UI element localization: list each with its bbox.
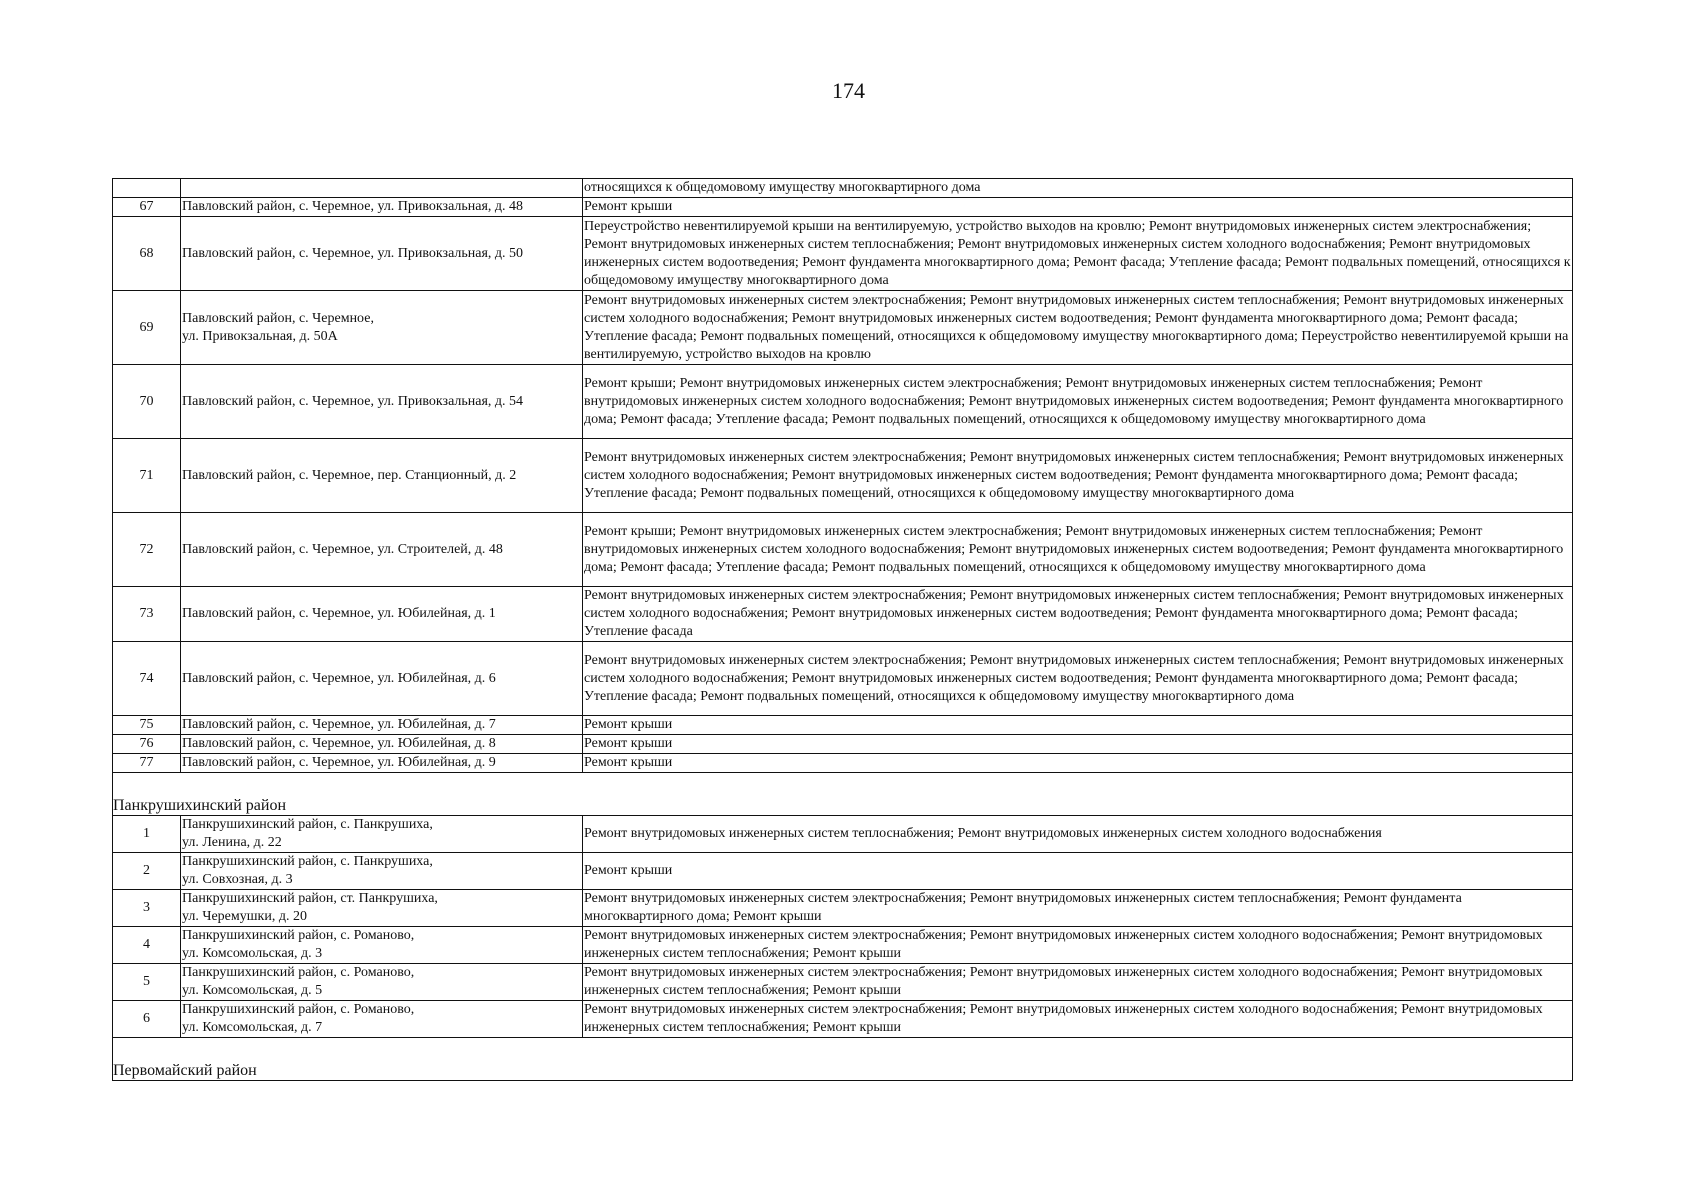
row-number: 76	[113, 735, 181, 754]
district-title: Первомайский район	[113, 1060, 1573, 1081]
row-works: Ремонт крыши	[583, 853, 1573, 890]
district-title: Панкрушихинский район	[113, 795, 1573, 816]
row-address: Павловский район, с. Черемное, ул. Привокзальная, д. 48	[181, 198, 583, 217]
district-row	[113, 1060, 1573, 1081]
row-address: Павловский район, с. Черемное, ул. Юбилейная, д. 1	[181, 587, 583, 642]
row-number	[113, 179, 181, 198]
table-row	[113, 716, 1573, 735]
row-address: Павловский район, с. Черемное, пер. Станционный, д. 2	[181, 439, 583, 513]
row-number: 2	[113, 853, 181, 890]
row-address: Павловский район, с. Черемное, ул. Привокзальная, д. 50А	[181, 291, 583, 365]
table-row	[113, 890, 1573, 927]
table-row	[113, 1001, 1573, 1038]
row-number: 71	[113, 439, 181, 513]
row-number: 1	[113, 816, 181, 853]
row-address: Павловский район, с. Черемное, ул. Юбилейная, д. 7	[181, 716, 583, 735]
row-works: Ремонт внутридомовых инженерных систем электроснабжения; Ремонт внутридомовых инженерных систем теплоснабжения; Ремонт фундамента многоквартирного дома; Ремонт крыши	[583, 890, 1573, 927]
table-row	[113, 816, 1573, 853]
row-number: 67	[113, 198, 181, 217]
row-works: Ремонт крыши	[583, 716, 1573, 735]
row-address: Панкрушихинский район, ст. Панкрушиха, ул. Черемушки, д. 20	[181, 890, 583, 927]
table-row	[113, 735, 1573, 754]
row-number: 5	[113, 964, 181, 1001]
row-works: Ремонт внутридомовых инженерных систем электроснабжения; Ремонт внутридомовых инженерных систем теплоснабжения; Ремонт внутридомовых инженерных систем холодного водоснабжения; Ремонт внутридомовых инженерных систем водоотведения; Ремонт фундамента многоквартирного дома; Ремонт фасада; Утепление фасада	[583, 587, 1573, 642]
row-number: 77	[113, 754, 181, 773]
row-number: 68	[113, 217, 181, 291]
table-row	[113, 964, 1573, 1001]
row-works: Ремонт внутридомовых инженерных систем электроснабжения; Ремонт внутридомовых инженерных систем холодного водоснабжения; Ремонт внутридомовых инженерных систем теплоснабжения; Ремонт крыши	[583, 1001, 1573, 1038]
row-works: Ремонт крыши	[583, 198, 1573, 217]
table-row	[113, 927, 1573, 964]
row-address: Панкрушихинский район, с. Романово, ул. Комсомольская, д. 5	[181, 964, 583, 1001]
row-works: Ремонт крыши	[583, 735, 1573, 754]
table-row	[113, 198, 1573, 217]
table-row	[113, 365, 1573, 439]
row-works: относящихся к общедомовому имуществу многоквартирного дома	[583, 179, 1573, 198]
row-works: Ремонт внутридомовых инженерных систем теплоснабжения; Ремонт внутридомовых инженерных систем холодного водоснабжения	[583, 816, 1573, 853]
row-number: 69	[113, 291, 181, 365]
row-address: Панкрушихинский район, с. Романово, ул. Комсомольская, д. 7	[181, 1001, 583, 1038]
row-number: 3	[113, 890, 181, 927]
row-number: 6	[113, 1001, 181, 1038]
row-address: Павловский район, с. Черемное, ул. Привокзальная, д. 54	[181, 365, 583, 439]
row-works: Ремонт внутридомовых инженерных систем электроснабжения; Ремонт внутридомовых инженерных систем теплоснабжения; Ремонт внутридомовых инженерных систем холодного водоснабжения; Ремонт внутридомовых инженерных систем водоотведения; Ремонт фундамента многоквартирного дома; Ремонт фасада; Утепление фасада; Ремонт подвальных помещений, относящихся к общедомовому имуществу многоквартирного дома	[583, 642, 1573, 716]
table-row	[113, 642, 1573, 716]
row-works: Ремонт крыши	[583, 754, 1573, 773]
table-row	[113, 513, 1573, 587]
row-works: Ремонт внутридомовых инженерных систем электроснабжения; Ремонт внутридомовых инженерных систем теплоснабжения; Ремонт внутридомовых инженерных систем холодного водоснабжения; Ремонт внутридомовых инженерных систем водоотведения; Ремонт фундамента многоквартирного дома; Ремонт фасада; Утепление фасада; Ремонт подвальных помещений, относящихся к общедомовому имуществу многоквартирного дома	[583, 439, 1573, 513]
row-number: 75	[113, 716, 181, 735]
row-address: Панкрушихинский район, с. Романово, ул. Комсомольская, д. 3	[181, 927, 583, 964]
row-works: Ремонт внутридомовых инженерных систем электроснабжения; Ремонт внутридомовых инженерных систем теплоснабжения; Ремонт внутридомовых инженерных систем холодного водоснабжения; Ремонт внутридомовых инженерных систем водоотведения; Ремонт фундамента многоквартирного дома; Ремонт фасада; Утепление фасада; Ремонт подвальных помещений, относящихся к общедомовому имуществу многоквартирного дома; Переустройство невентилируемой крыши на вентилируемую, устройство выходов на кровлю	[583, 291, 1573, 365]
table-row	[113, 291, 1573, 365]
district-row	[113, 795, 1573, 816]
row-number: 4	[113, 927, 181, 964]
table-row	[113, 439, 1573, 513]
row-number: 70	[113, 365, 181, 439]
row-address: Павловский район, с. Черемное, ул. Строителей, д. 48	[181, 513, 583, 587]
row-works: Переустройство невентилируемой крыши на вентилируемую, устройство выходов на кровлю; Ремонт внутридомовых инженерных систем электроснабжения; Ремонт внутридомовых инженерных систем теплоснабжения; Ремонт внутридомовых инженерных систем холодного водоснабжения; Ремонт внутридомовых инженерных систем водоотведения; Ремонт фундамента многоквартирного дома; Ремонт фасада; Утепление фасада; Ремонт подвальных помещений, относящихся к общедомовому имуществу многоквартирного дома	[583, 217, 1573, 291]
row-address: Павловский район, с. Черемное, ул. Юбилейная, д. 8	[181, 735, 583, 754]
works-table	[112, 178, 1573, 1081]
row-address	[181, 179, 583, 198]
page-number: 174	[832, 78, 865, 103]
spacer-row	[113, 773, 1573, 796]
table-body-pavlovsky	[113, 179, 1573, 773]
table-body-pankrushikha	[113, 816, 1573, 1038]
row-address: Панкрушихинский район, с. Панкрушиха, ул. Совхозная, д. 3	[181, 853, 583, 890]
row-address: Панкрушихинский район, с. Панкрушиха, ул. Ленина, д. 22	[181, 816, 583, 853]
row-number: 74	[113, 642, 181, 716]
table-row	[113, 217, 1573, 291]
row-number: 73	[113, 587, 181, 642]
row-works: Ремонт крыши; Ремонт внутридомовых инженерных систем электроснабжения; Ремонт внутридомовых инженерных систем теплоснабжения; Ремонт внутридомовых инженерных систем холодного водоснабжения; Ремонт внутридомовых инженерных систем водоотведения; Ремонт фундамента многоквартирного дома; Ремонт фасада; Утепление фасада; Ремонт подвальных помещений, относящихся к общедомовому имуществу многоквартирного дома	[583, 365, 1573, 439]
table-row	[113, 179, 1573, 198]
district-header-block	[113, 773, 1573, 816]
spacer-row	[113, 1038, 1573, 1061]
row-works: Ремонт внутридомовых инженерных систем электроснабжения; Ремонт внутридомовых инженерных систем холодного водоснабжения; Ремонт внутридомовых инженерных систем теплоснабжения; Ремонт крыши	[583, 927, 1573, 964]
row-works: Ремонт внутридомовых инженерных систем электроснабжения; Ремонт внутридомовых инженерных систем холодного водоснабжения; Ремонт внутридомовых инженерных систем теплоснабжения; Ремонт крыши	[583, 964, 1573, 1001]
row-number: 72	[113, 513, 181, 587]
row-address: Павловский район, с. Черемное, ул. Юбилейная, д. 6	[181, 642, 583, 716]
table-row	[113, 754, 1573, 773]
row-works: Ремонт крыши; Ремонт внутридомовых инженерных систем электроснабжения; Ремонт внутридомовых инженерных систем теплоснабжения; Ремонт внутридомовых инженерных систем холодного водоснабжения; Ремонт внутридомовых инженерных систем водоотведения; Ремонт фундамента многоквартирного дома; Ремонт фасада; Утепление фасада; Ремонт подвальных помещений, относящихся к общедомовому имуществу многоквартирного дома	[583, 513, 1573, 587]
table-row	[113, 853, 1573, 890]
row-address: Павловский район, с. Черемное, ул. Привокзальная, д. 50	[181, 217, 583, 291]
row-address: Павловский район, с. Черемное, ул. Юбилейная, д. 9	[181, 754, 583, 773]
district-header-block-2	[113, 1038, 1573, 1081]
table-row	[113, 587, 1573, 642]
